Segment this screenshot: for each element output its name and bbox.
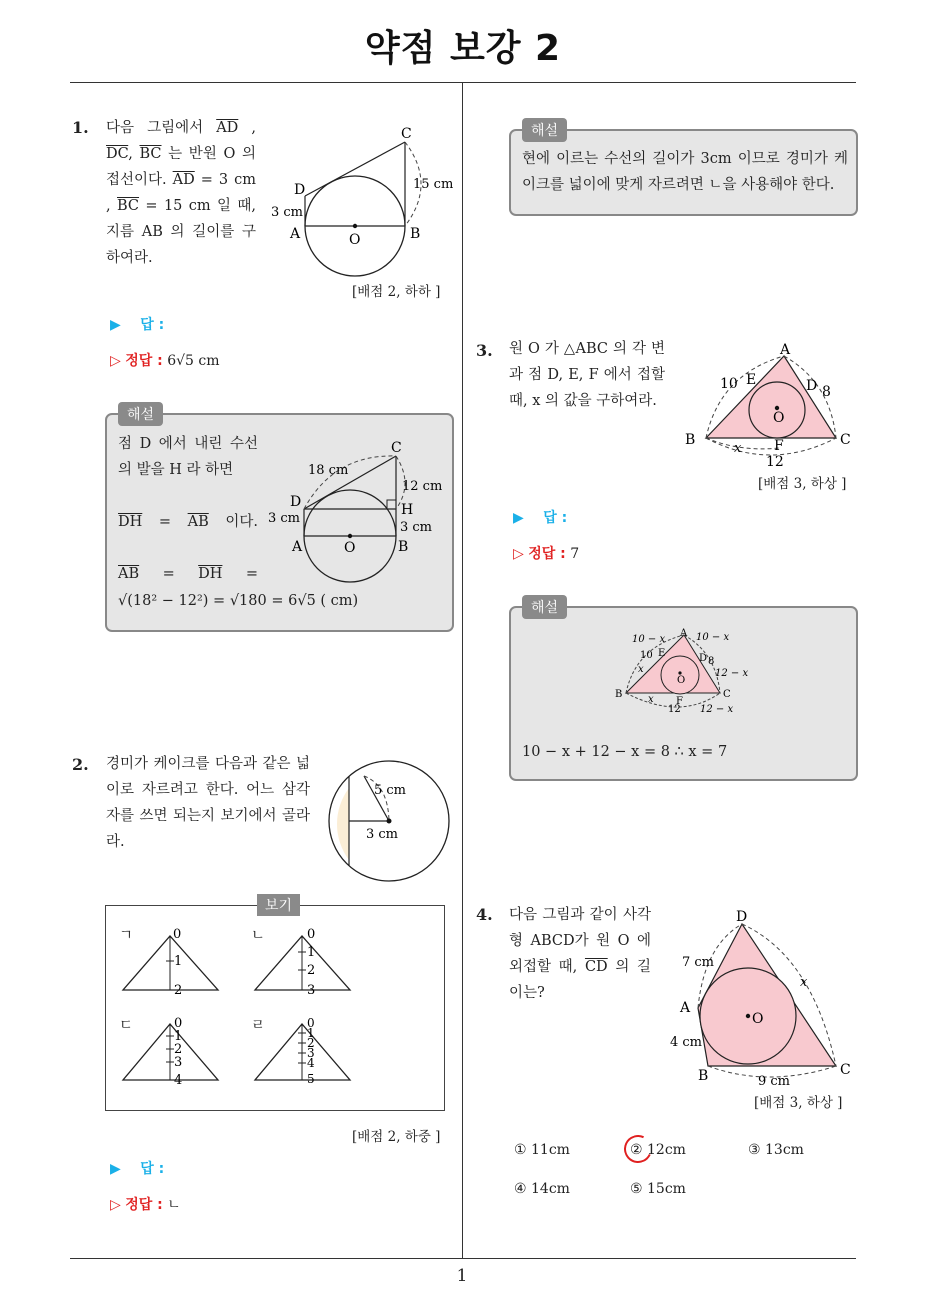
answer-arrow-icon: ▶ [110, 317, 121, 333]
answer-arrow-icon: ▶ [110, 1161, 121, 1177]
svg-text:B: B [615, 689, 623, 700]
svg-text:0: 0 [174, 1016, 183, 1031]
question-3-answer: ▶ 답 : [513, 510, 568, 526]
svg-text:18 cm: 18 cm [308, 463, 349, 478]
svg-text:A: A [680, 628, 688, 639]
svg-text:1: 1 [174, 1029, 183, 1044]
question-3-explanation-tag: 해설 [522, 595, 567, 619]
svg-text:F: F [676, 696, 683, 707]
correct-arrow-icon: ▷ [110, 1197, 121, 1213]
question-3-number: 3. [476, 341, 493, 360]
choice-4[interactable]: ④ 14cm [514, 1181, 570, 1197]
svg-text:C: C [840, 1062, 851, 1078]
svg-text:D: D [736, 909, 748, 925]
svg-text:12: 12 [766, 454, 784, 470]
label-15cm: 15 cm [413, 177, 454, 192]
svg-text:B: B [698, 1068, 709, 1084]
svg-text:12 − x: 12 − x [700, 704, 734, 715]
question-1-explanation-result: √(18² − 12²) = √180 = 6√5 ( cm) [118, 593, 359, 609]
label-a: A [290, 226, 301, 242]
svg-text:0: 0 [307, 1016, 315, 1030]
svg-text:F: F [774, 438, 784, 454]
question-3-figure [680, 340, 860, 470]
question-2-text: 경미가 케이크를 다음과 같은 넓이로 자르려고 한다. 어느 삼각자를 쓰면 되는지 보기에서 골라라. [106, 756, 310, 850]
svg-text:D: D [699, 653, 708, 664]
svg-text:9 cm: 9 cm [758, 1074, 791, 1089]
svg-text:1: 1 [307, 1026, 315, 1040]
segment-bc-2: $\overline{BC}$ [117, 198, 140, 214]
footer-rule [70, 1258, 856, 1259]
svg-text:3 cm: 3 cm [366, 827, 399, 842]
svg-text:D: D [290, 494, 302, 510]
svg-text:C: C [391, 440, 402, 456]
svg-text:B: B [398, 539, 409, 555]
svg-text:10: 10 [640, 650, 653, 661]
label-3cm: 3 cm [271, 205, 304, 220]
bogi-option-2-label: ㄴ [251, 928, 266, 944]
label-c: C [401, 126, 412, 142]
svg-text:D: D [806, 378, 818, 394]
svg-text:8: 8 [822, 384, 831, 400]
svg-text:A: A [780, 342, 791, 358]
question-1-explanation-dh: $\overline{DH}$ = $\overline{AB}$ 이다. [118, 514, 258, 530]
svg-text:5 cm: 5 cm [374, 783, 407, 798]
question-4-text: 다음 그림과 같이 사각형 ABCD가 원 O 에 외접할 때, $\overline{CD}$ 의 길이는? [509, 907, 652, 1001]
question-1-explanation-tag: 해설 [118, 402, 163, 426]
question-4-number: 4. [476, 905, 493, 924]
question-1-explanation-figure [262, 436, 452, 586]
svg-text:3 cm: 3 cm [400, 520, 433, 535]
choice-2[interactable]: ② 12cm [630, 1142, 686, 1158]
svg-text:5: 5 [307, 1072, 315, 1086]
svg-text:x: x [734, 441, 742, 456]
answer-arrow-icon: ▶ [513, 510, 524, 526]
choice-5[interactable]: ⑤ 15cm [630, 1181, 686, 1197]
selected-choice-circle-icon [620, 1131, 656, 1167]
question-1-answer: ▶ 답 : [110, 317, 165, 333]
bogi-option-3-label: ㄷ [119, 1018, 134, 1034]
svg-text:H: H [401, 502, 414, 518]
svg-text:4: 4 [307, 1056, 315, 1070]
svg-text:C: C [840, 432, 851, 448]
question-4-score: [배점 3, 하상 ] [754, 1095, 843, 1111]
bogi-option-4-triangle [250, 1016, 360, 1088]
svg-text:4 cm: 4 cm [670, 1035, 703, 1050]
svg-text:O: O [752, 1011, 764, 1027]
svg-text:O: O [773, 410, 785, 426]
bogi-option-2-triangle [250, 928, 360, 996]
correct-arrow-icon: ▷ [513, 546, 524, 562]
column-divider [462, 83, 463, 1258]
svg-text:12: 12 [668, 704, 681, 715]
header-rule [70, 82, 856, 83]
svg-text:12 − x: 12 − x [715, 668, 749, 679]
svg-text:O: O [344, 540, 356, 556]
svg-text:4: 4 [174, 1073, 183, 1088]
segment-dc: $\overline{DC}$ [106, 146, 129, 162]
svg-text:7 cm: 7 cm [682, 955, 715, 970]
bogi-option-1-label: ㄱ [119, 928, 134, 944]
svg-text:10 − x: 10 − x [696, 632, 730, 643]
page-title: 약점 보강 2 [364, 28, 562, 69]
svg-text:x: x [648, 694, 654, 705]
question-3-text: 원 O 가 △ABC 의 각 변과 점 D, E, F 에서 접할 때, x 의 값을 구하여라. [509, 341, 665, 409]
segment-bc: $\overline{BC}$ [139, 146, 162, 162]
question-3-score: [배점 3, 하상 ] [758, 476, 847, 492]
question-4-figure [668, 906, 858, 1092]
svg-text:3: 3 [307, 1046, 315, 1060]
question-2-explanation-text: 현에 이르는 수선의 길이가 3cm 이므로 경미가 케이크를 넓이에 맞게 자르려면 ㄴ을 사용해야 한다. [522, 151, 848, 193]
svg-text:B: B [685, 432, 696, 448]
question-2-explanation-tag: 해설 [522, 118, 567, 142]
question-2-answer: ▶ 답 : [110, 1161, 165, 1177]
question-1-correct: ▷ 정답 : 6√5 cm [110, 353, 220, 369]
segment-ad: $\overline{AD}$ [216, 120, 239, 136]
page-number: 1 [456, 1266, 468, 1286]
label-d: D [294, 182, 306, 198]
label-b: B [410, 226, 421, 242]
svg-text:12 cm: 12 cm [402, 479, 443, 494]
svg-text:2: 2 [307, 963, 316, 978]
svg-text:3: 3 [307, 983, 316, 996]
bogi-option-3-triangle [118, 1016, 228, 1088]
question-2-correct: ▷ 정답 : ㄴ [110, 1197, 181, 1213]
svg-text:0: 0 [307, 928, 316, 942]
svg-text:0: 0 [173, 928, 182, 942]
svg-text:2: 2 [307, 1036, 315, 1050]
question-1-number: 1. [72, 118, 89, 137]
svg-text:3: 3 [174, 1055, 183, 1070]
bogi-tag: 보기 [257, 894, 300, 916]
bogi-option-1-triangle [118, 928, 228, 996]
question-2-number: 2. [72, 755, 89, 774]
question-1-explanation-text: 점 D 에서 내린 수선의 발을 H 라 하면 [118, 436, 258, 478]
segment-cd: $\overline{CD}$ [584, 959, 608, 975]
bogi-option-4-label: ㄹ [251, 1018, 266, 1034]
question-1-figure [265, 120, 455, 285]
choice-1[interactable]: ① 11cm [514, 1142, 570, 1158]
correct-arrow-icon: ▷ [110, 353, 121, 369]
choice-3[interactable]: ③ 13cm [748, 1142, 804, 1158]
svg-text:3 cm: 3 cm [268, 511, 301, 526]
question-2-score: [배점 2, 하중 ] [352, 1129, 441, 1145]
question-3-correct: ▷ 정답 : 7 [513, 546, 580, 562]
question-1-score: [배점 2, 하하 ] [352, 284, 441, 300]
svg-text:x: x [638, 664, 644, 675]
question-3-explanation-equation: 10 − x + 12 − x = 8 ∴ x = 7 [522, 744, 728, 760]
question-1-explanation-ab: $\overline{AB}$ = $\overline{DH}$ = [118, 566, 258, 582]
svg-text:A: A [680, 1000, 691, 1016]
segment-ad-2: $\overline{AD}$ [172, 172, 195, 188]
svg-text:E: E [658, 648, 666, 659]
question-2-figure [322, 755, 457, 890]
svg-text:O: O [677, 675, 686, 686]
svg-text:8: 8 [708, 656, 715, 667]
svg-text:10 − x: 10 − x [632, 634, 666, 645]
svg-text:x: x [800, 975, 808, 990]
svg-text:1: 1 [174, 954, 183, 969]
svg-text:10: 10 [720, 376, 738, 392]
question-3-explanation-figure [612, 625, 752, 717]
question-1-text: 다음 그림에서 $\overline{AD}$ , $\overline{DC}$, $\overline{BC}$ 는 반원 O 의 접선이다. $\overline{AD} = 3$ cm , $\overline{BC} = 15$ cm 일 때, 지름 AB 의 길이를 구하여라. [106, 120, 257, 266]
svg-text:2: 2 [174, 1042, 183, 1057]
label-o: O [349, 232, 361, 248]
svg-text:E: E [746, 372, 757, 388]
svg-text:1: 1 [307, 945, 316, 960]
svg-text:A: A [292, 539, 303, 555]
svg-text:2: 2 [174, 983, 183, 996]
svg-text:C: C [723, 689, 731, 700]
